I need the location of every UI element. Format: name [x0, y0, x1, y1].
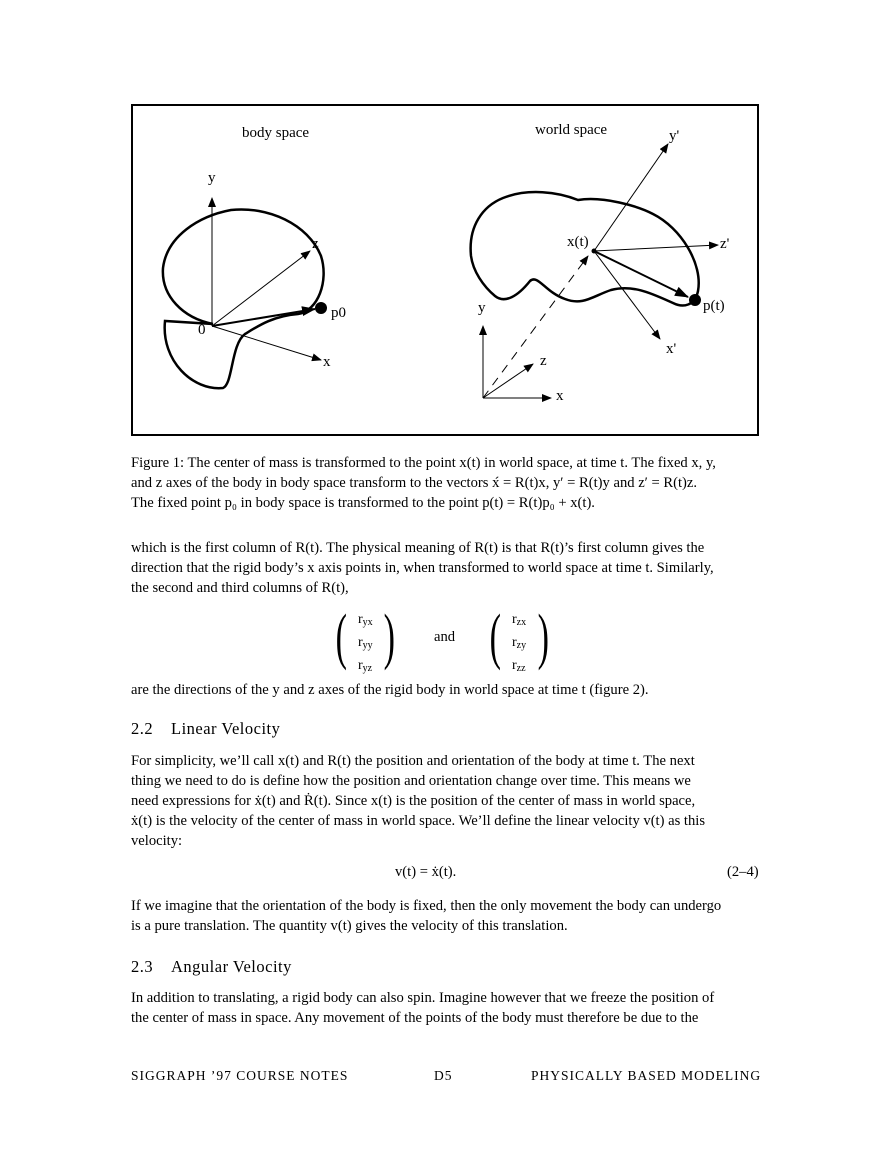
figure-1-diagram — [133, 106, 761, 438]
matrix-entry: $r_{yx}$ — [358, 612, 373, 628]
world-z-label: z — [540, 353, 547, 369]
body-y-label: y — [208, 170, 216, 186]
matrix-entry: $r_{zy}$ — [512, 635, 527, 651]
right-paren: ) — [383, 603, 396, 671]
text-line: For simplicity, we’ll call x(t) and R(t) the position and orientation of the body at time t. The next — [131, 753, 695, 769]
and-text: and — [434, 629, 456, 645]
matrix-entry: $r_{yz}$ — [358, 658, 373, 674]
caption-line: The fixed point p₀ in body space is transformed to the point p(t) = R(t)p₀ + x(t). — [131, 495, 595, 511]
world-xprime-label: x' — [666, 341, 677, 357]
paragraph-directions — [131, 680, 771, 700]
world-yprime-label: y' — [669, 128, 680, 144]
text-line: need expressions for ẋ(t) and Ṙ(t). Since x(t) is the position of the center of mass in world space, — [131, 793, 696, 809]
column-vector-z — [489, 603, 553, 674]
paragraph-translation — [131, 896, 771, 936]
paragraph-linear-velocity — [131, 751, 771, 851]
equation-number: (2–4) — [727, 864, 759, 880]
figure-1 — [131, 104, 759, 436]
matrix-entry: $r_{yy}$ — [358, 635, 373, 651]
text-line: If we imagine that the orientation of the body is fixed, then the only movement the body can undergo — [131, 898, 722, 914]
matrix-entry: $r_{zx}$ — [512, 612, 527, 628]
body-space-outline — [163, 209, 324, 388]
paragraph-angular-velocity — [131, 988, 771, 1028]
right-paren: ) — [537, 603, 550, 671]
text-line: is a pure translation. The quantity v(t) gives the velocity of this translation. — [131, 918, 568, 934]
world-xprime-axis — [594, 251, 660, 339]
world-zprime-label: z' — [720, 236, 730, 252]
world-center-label: x(t) — [567, 234, 589, 250]
paragraph-columns — [131, 538, 771, 598]
world-z-axis — [483, 364, 533, 398]
footer-page-number: D5 — [434, 1068, 453, 1083]
section-heading-angular-velocity — [131, 957, 292, 977]
world-y-label: y — [478, 300, 486, 316]
body-origin-label: 0 — [198, 322, 206, 338]
world-pt-label: p(t) — [703, 298, 725, 314]
body-p0-point — [315, 302, 327, 314]
world-yprime-axis — [594, 144, 668, 251]
column-vector-y — [335, 603, 399, 674]
column-entries — [512, 610, 526, 679]
body-x-label: x — [323, 354, 331, 370]
footer-right: PHYSICALLY BASED MODELING — [531, 1068, 762, 1083]
matrix-entry: $r_{zz}$ — [512, 658, 526, 674]
footer-left: SIGGRAPH ’97 COURSE NOTES — [131, 1068, 349, 1083]
body-space-label: body space — [242, 125, 310, 141]
text-line: In addition to translating, a rigid body can also spin. Imagine however that we freeze the position of — [131, 990, 715, 1006]
equation-2-4: v(t) = ẋ(t). — [395, 864, 457, 880]
world-space-label: world space — [535, 122, 608, 138]
body-p0-label: p0 — [331, 305, 346, 321]
section-number: 2.2 — [131, 719, 154, 738]
world-xt-vector — [483, 256, 588, 398]
text-line: velocity: — [131, 833, 183, 849]
left-paren: ( — [489, 603, 502, 671]
text-line: the second and third columns of R(t), — [131, 580, 349, 596]
world-pt-point — [689, 294, 701, 306]
caption-line: Figure 1: The center of mass is transformed to the point x(t) in world space, at time t. The fixed x, y, — [131, 455, 716, 471]
text-line: ẋ(t) is the velocity of the center of mass in world space. We’ll define the linear velocity v(t) as this — [131, 813, 706, 829]
section-number: 2.3 — [131, 957, 154, 976]
text-line: the center of mass in space. Any movement of the points of the body must therefore be due to the — [131, 1010, 699, 1026]
world-zprime-axis — [594, 245, 718, 251]
text-line: thing we need to do is define how the position and orientation change over time. This means we — [131, 773, 691, 789]
figure-caption — [131, 453, 771, 513]
body-z-label: z — [312, 236, 319, 252]
left-paren: ( — [335, 603, 348, 671]
world-x-label: x — [556, 388, 564, 404]
section-title: Linear Velocity — [171, 719, 281, 738]
caption-line: and z axes of the body in body space transform to the vectors x́ = R(t)x, y′ = R(t)y and z′ = R(t)z. — [131, 475, 698, 491]
text-line: which is the first column of R(t). The physical meaning of R(t) is that R(t)’s first column gives the — [131, 540, 705, 556]
column-entries — [358, 610, 373, 679]
text-line: direction that the rigid body’s x axis points in, when transformed to world space at time t. Similarly, — [131, 560, 714, 576]
text-line: are the directions of the y and z axes of the rigid body in world space at time t (figure 2). — [131, 682, 649, 698]
section-heading-linear-velocity — [131, 719, 280, 739]
body-x-axis — [212, 326, 321, 360]
section-title: Angular Velocity — [171, 957, 292, 976]
